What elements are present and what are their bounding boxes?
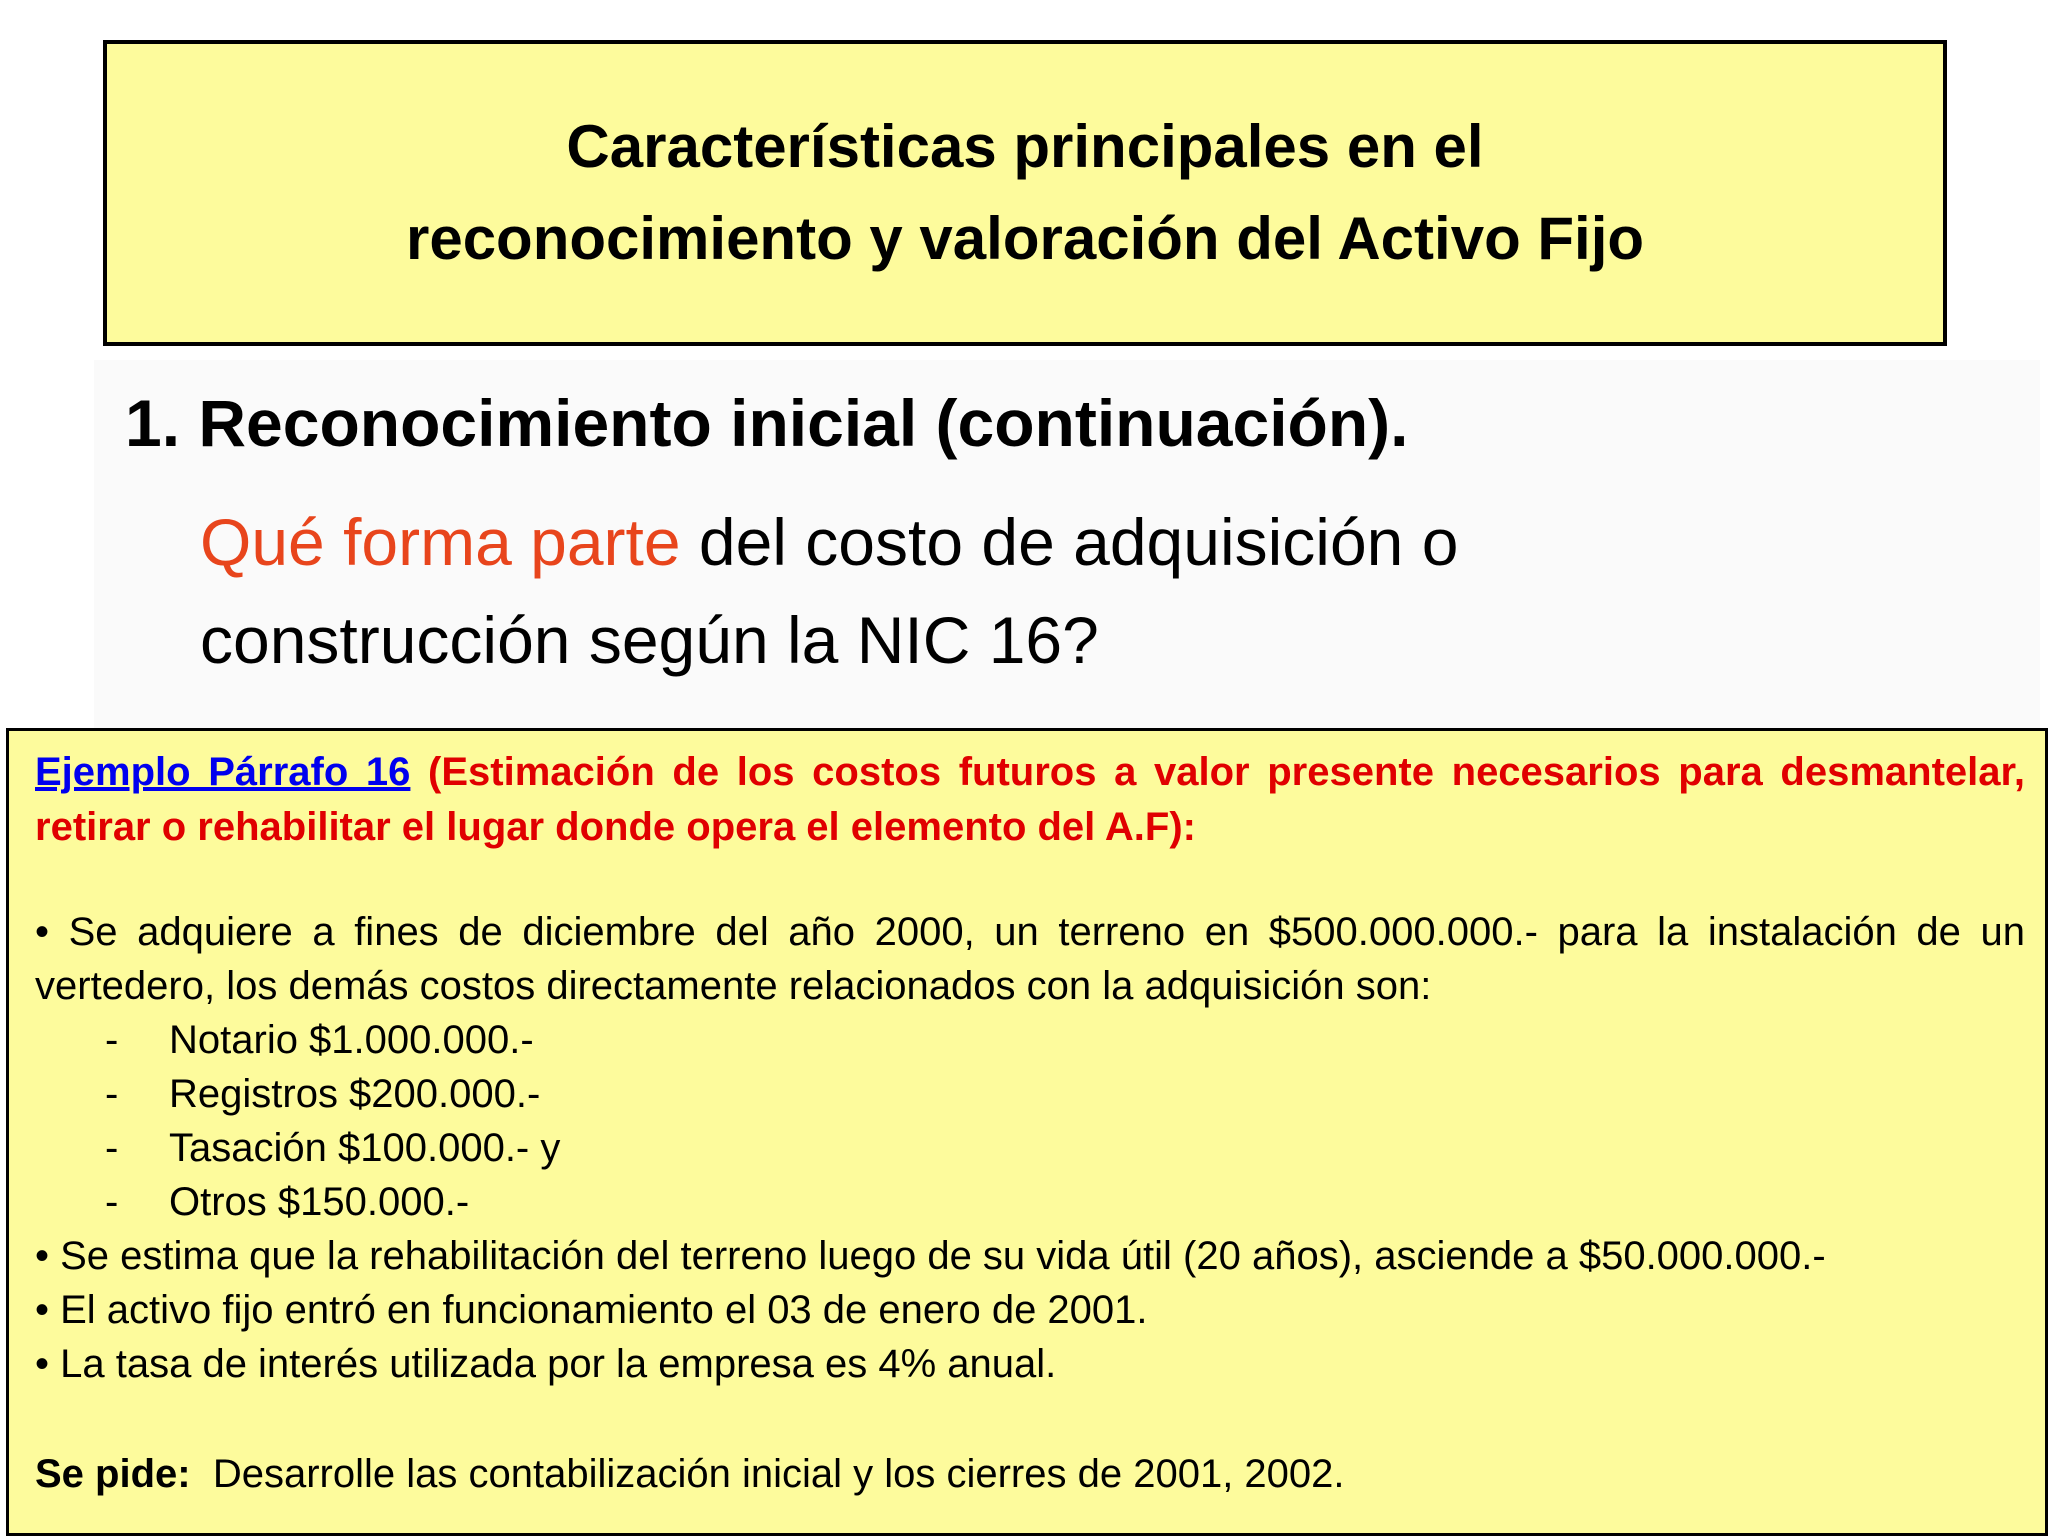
dash-marker: - (105, 1180, 119, 1224)
example-intro: • Se adquiere a fines de diciembre del año 2000, un terreno en $500.000.000.- para la instalación de un vertedero, los demás costos directamente relacionados con la adquisición son: (35, 910, 2025, 1008)
task-line (35, 1447, 2025, 1501)
question-accent: Qué forma parte (200, 505, 681, 579)
cost-item-text: Registros $200.000.- (169, 1072, 541, 1116)
bullet-interest-rate: • La tasa de interés utilizada por la empresa es 4% anual. (35, 1342, 1057, 1386)
dash-marker: - (105, 1072, 119, 1116)
slide-title-box (103, 40, 1947, 346)
spacer (35, 1391, 2025, 1447)
task-text: Desarrolle las contabilización inicial y los cierres de 2001, 2002. (190, 1452, 1345, 1496)
example-heading (35, 745, 2025, 855)
spacer (35, 855, 2025, 905)
question-line-2: construcción según la NIC 16? (200, 603, 1099, 677)
cost-item-text: Tasación $100.000.- y (169, 1126, 561, 1170)
list-item (35, 1067, 2025, 1121)
dash-marker: - (105, 1126, 119, 1170)
question-line-1 (200, 493, 1458, 591)
bullet-rehabilitation: • Se estima que la rehabilitación del terreno luego de su vida útil (20 años), asciende a $50.000.000.- (35, 1234, 1826, 1278)
slide-title-line-1: Características principales en el (566, 113, 1484, 180)
section-heading: 1. Reconocimiento inicial (continuación). (125, 386, 1409, 460)
list-item (35, 1121, 2025, 1175)
task-label: Se pide: (35, 1452, 191, 1496)
dash-marker: - (105, 1018, 119, 1062)
list-item (35, 1175, 2025, 1229)
example-heading-text: (Estimación de los costos futuros a valor presente necesarios para desmantelar, retirar o rehabilitar el lugar donde opera el elemento del A.F): (35, 750, 2025, 849)
question-rest: del costo de adquisición o (680, 505, 1459, 579)
cost-list (35, 1013, 2025, 1229)
cost-item-text: Otros $150.000.- (169, 1180, 470, 1224)
cost-item-text: Notario $1.000.000.- (169, 1018, 534, 1062)
list-item (35, 1013, 2025, 1067)
question-text (200, 493, 1458, 689)
bullet-operation-date: • El activo fijo entró en funcionamiento el 03 de enero de 2001. (35, 1288, 1148, 1332)
example-box (6, 728, 2048, 1536)
slide-title-line-2: reconocimiento y valoración del Activo Fijo (405, 205, 1645, 272)
example-link[interactable]: Ejemplo Párrafo 16 (35, 750, 411, 794)
